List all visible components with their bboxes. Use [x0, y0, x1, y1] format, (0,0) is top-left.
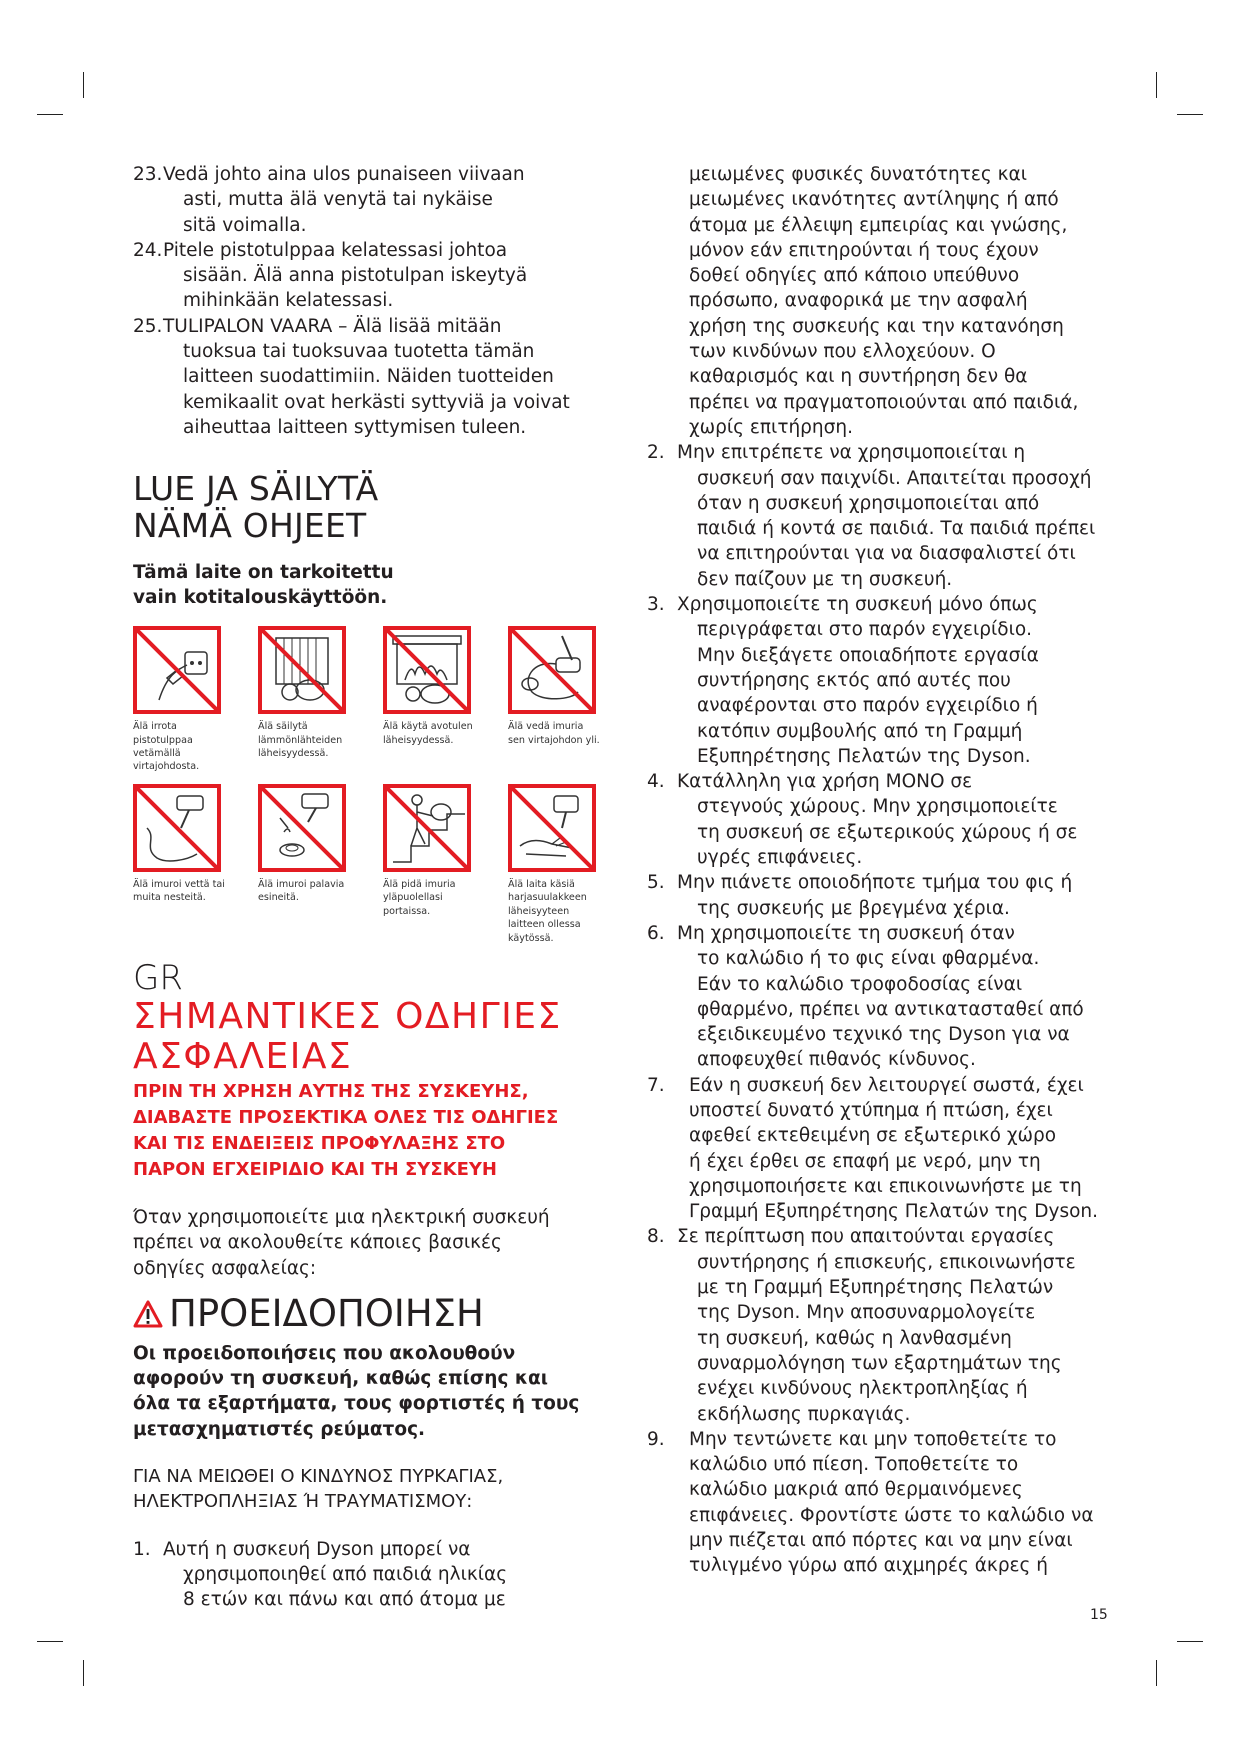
text-line: Älä käytä avotulen	[383, 721, 473, 733]
icon-caption	[133, 878, 245, 905]
text-line: ΠΑΡΟΝ ΕΓΧΕΙΡΙΔΙΟ ΚΑΙ ΤΗ ΣΥΣΚΕΥΗ	[133, 1158, 497, 1180]
text-line: ΓΙΑ ΝΑ ΜΕΙΩΘΕΙ Ο ΚΙΝΔΥΝΟΣ ΠΥΡΚΑΓΙΑΣ,	[133, 1466, 504, 1487]
item-number: 2.	[647, 442, 665, 464]
text-line: στεγνούς χώρους. Μην χρησιμοποιείτε	[697, 796, 1058, 818]
hands-brushbar-icon	[508, 784, 596, 872]
greek-item-1	[133, 1537, 603, 1613]
text-line: läheisyyteen	[508, 905, 570, 917]
text-line: tuoksua tai tuoksuvaa tuotetta tämän	[183, 341, 535, 363]
crop-mark	[37, 114, 63, 115]
text-line: 8 ετών και πάνω και από άτομα με	[183, 1589, 506, 1611]
item-number: 25.	[133, 315, 163, 337]
text-line: Μην τεντώνετε και μην τοποθετείτε το	[689, 1428, 1057, 1450]
finnish-subtitle-line: vain kotitalouskäyttöön.	[133, 587, 388, 609]
text-line: υποστεί δυνατό χτύπημα ή πτώση, έχει	[689, 1099, 1053, 1121]
crop-mark	[37, 1641, 63, 1642]
list-item	[647, 440, 1117, 592]
text-line: sen virtajohdon yli.	[508, 734, 600, 746]
text-line: Εάν το καλώδιο τροφοδοσίας είναι	[697, 973, 1023, 995]
text-line: Όταν χρησιμοποιείτε μια ηλεκτρική συσκευή	[133, 1206, 550, 1228]
crop-mark	[1177, 1641, 1203, 1642]
list-item	[133, 314, 603, 440]
text-line: με τη Γραμμή Εξυπηρέτησης Πελατών	[697, 1277, 1054, 1299]
text-line: sisään. Älä anna pistotulpan iskeytyä	[183, 265, 528, 287]
text-line: sitä voimalla.	[183, 214, 307, 236]
text-line: läheisyydessä.	[258, 748, 329, 760]
warning-icon-cell	[508, 626, 633, 774]
text-line: Älä vedä imuria	[508, 721, 584, 733]
list-item	[647, 592, 1117, 769]
text-line: εξειδικευμένο τεχνικό της Dyson για να	[697, 1024, 1070, 1046]
text-line: μόνον εάν επιτηρούνται ή τους έχουν	[689, 239, 1039, 261]
text-line: πρόσωπο, αναφορικά με την ασφαλή	[689, 290, 1028, 312]
text-line: αφεθεί εκτεθειμένη σε εξωτερικό χώρο	[689, 1125, 1057, 1147]
list-item	[647, 870, 1117, 921]
text-line: aiheuttaa laitteen syttymisen tuleen.	[183, 416, 527, 438]
text-line: μειωμένες φυσικές δυνατότητες και	[689, 164, 1028, 185]
text-line: όλα τα εξαρτήματα, τους φορτιστές ή τους	[133, 1393, 580, 1415]
warning-icon-cell	[383, 626, 508, 774]
icon-caption	[383, 720, 495, 747]
page-number: 15	[1090, 1607, 1108, 1623]
text-line: επιφάνειες. Φροντίστε ώστε το καλώδιο να	[689, 1504, 1094, 1526]
greek-item-1-continuation	[647, 162, 1117, 440]
text-line: μετασχηματιστές ρεύματος.	[133, 1418, 426, 1440]
near-radiator-icon	[258, 626, 346, 714]
crop-mark	[1156, 1660, 1157, 1686]
text-line: Μην πιάνετε οποιοδήποτε τμήμα του φις ή	[677, 872, 1073, 894]
text-line: kemikaalit ovat herkästi syttyviä ja voivat	[183, 391, 570, 413]
greek-safety-title	[133, 997, 603, 1077]
text-line: ή έχει έρθει σε επαφή με νερό, μην τη	[689, 1150, 1041, 1172]
finnish-title	[133, 470, 603, 544]
text-line: τη συσκευή, καθώς η λανθασμένη	[697, 1327, 1012, 1349]
text-line: Σε περίπτωση που απαιτούνται εργασίες	[677, 1226, 1055, 1248]
text-line: καθαρισμός και η συντήρηση δεν θα	[689, 366, 1028, 388]
text-line: harjasuulakkeen	[508, 892, 587, 904]
text-line: Εξυπηρέτησης Πελατών της Dyson.	[697, 745, 1031, 767]
text-line: μειωμένες ικανότητες αντίληψης ή από	[689, 189, 1059, 211]
text-line: πρέπει να ακολουθείτε κάποιες βασικές	[133, 1232, 502, 1254]
text-line: να επιτηρούνται για να διασφαλιστεί ότι	[697, 543, 1076, 565]
icon-caption	[258, 720, 370, 760]
text-line: virtajohdosta.	[133, 761, 200, 773]
crop-mark	[1177, 114, 1203, 115]
text-line: καλώδιο μακριά από θερμαινόμενες	[689, 1479, 1023, 1501]
warning-icon-cell	[133, 784, 258, 945]
warning-icon-cell	[258, 784, 383, 945]
item-number: 5.	[647, 872, 665, 894]
warning-text	[133, 1341, 603, 1442]
text-line: Pitele pistotulppaa kelatessasi johtoa	[163, 239, 508, 261]
text-line: Μην επιτρέπετε να χρησιμοποιείται η	[677, 442, 1026, 464]
item-number: 3.	[647, 594, 665, 616]
text-line: Älä pidä imuria	[383, 878, 456, 890]
text-line: όταν η συσκευή χρησιμοποιείται από	[697, 492, 1040, 514]
item-number: 6.	[647, 922, 665, 944]
language-label: GR	[133, 957, 183, 998]
stairs-icon	[383, 784, 471, 872]
text-line: Älä laita käsiä	[508, 878, 575, 890]
water-icon	[133, 784, 221, 872]
text-line: muita nesteitä.	[133, 892, 206, 904]
text-line: χωρίς επιτήρηση.	[689, 416, 853, 438]
text-line: Οι προειδοποιήσεις που ακολουθούν	[133, 1342, 516, 1364]
list-item	[133, 238, 603, 314]
left-column	[133, 162, 603, 1612]
text-line: portaissa.	[383, 905, 431, 917]
unplug-by-cord-icon	[133, 626, 221, 714]
text-line: συντήρησης ή επισκευής, επικοινωνήστε	[697, 1251, 1076, 1273]
text-line: läheisyydessä.	[383, 734, 454, 746]
pull-by-cord-icon	[508, 626, 596, 714]
text-line: Älä imuroi vettä tai	[133, 878, 225, 890]
greek-title-line: ΑΣΦΑΛΕΙΑΣ	[133, 1035, 353, 1077]
list-item	[647, 1073, 1117, 1225]
text-line: δοθεί οδηγίες από κάποιο υπεύθυνο	[689, 265, 1020, 287]
text-line: χρησιμοποιηθεί από παιδιά ηλικίας	[183, 1563, 508, 1585]
finnish-title-line: NÄMÄ OHJEET	[133, 506, 367, 546]
item-number: 24.	[133, 239, 163, 261]
text-line: των κινδύνων που ελλοχεύουν. Ο	[689, 341, 996, 363]
greek-intro	[133, 1205, 603, 1281]
crop-mark	[83, 1660, 84, 1686]
text-line: εκδήλωσης πυρκαγιάς.	[697, 1403, 911, 1425]
text-line: TULIPALON VAARA – Älä lisää mitään	[163, 315, 502, 337]
text-line: μην πιέζεται από πόρτες και να μην είναι	[689, 1530, 1073, 1552]
text-line: το καλώδιο ή το φις είναι φθαρμένα.	[697, 948, 1040, 970]
warning-icon-cell	[383, 784, 508, 945]
text-line: δεν παίζουν με τη συσκευή.	[697, 568, 953, 590]
text-line: της συσκευής με βρεγμένα χέρια.	[697, 897, 1010, 919]
greek-list	[647, 440, 1117, 1578]
text-line: τη συσκευή σε εξωτερικούς χώρους ή σε	[697, 821, 1078, 843]
text-line: Älä säilytä	[258, 721, 308, 733]
icon-caption	[508, 720, 620, 747]
text-line: χρησιμοποιήσετε και επικοινωνήστε με τη	[689, 1175, 1082, 1197]
list-item	[647, 1224, 1117, 1426]
text-line: παιδιά ή κοντά σε παιδιά. Τα παιδιά πρέπει	[697, 518, 1096, 540]
text-line: Vedä johto aina ulos punaiseen viivaan	[163, 164, 525, 185]
crop-mark	[83, 72, 84, 98]
text-line: Αυτή η συσκευή Dyson μπορεί να	[163, 1538, 471, 1560]
warning-icon-cell	[508, 784, 633, 945]
text-line: Εάν η συσκευή δεν λειτουργεί σωστά, έχει	[689, 1074, 1084, 1096]
item-number: 4.	[647, 771, 665, 793]
text-line: Älä irrota	[133, 721, 177, 733]
text-line: συναρμολόγηση των εξαρτημάτων της	[697, 1352, 1062, 1374]
text-line: συσκευή σαν παιχνίδι. Απαιτείται προσοχή	[697, 467, 1092, 489]
text-line: Χρησιμοποιείτε τη συσκευή μόνο όπως	[677, 594, 1038, 616]
text-line: τυλιγμένο γύρω από αιχμηρές άκρες ή	[689, 1555, 1049, 1577]
right-column	[647, 162, 1117, 1579]
text-line: vetämällä	[133, 748, 181, 760]
text-line: ΗΛΕΚΤΡΟΠΛΗΞΙΑΣ Ή ΤΡΑΥΜΑΤΙΣΜΟΥ:	[133, 1491, 473, 1513]
warning-title: ΠΡΟΕΙΔΟΠΟΙΗΣΗ	[169, 1291, 484, 1335]
warning-icon-cell	[258, 626, 383, 774]
text-line: ΚΑΙ ΤΙΣ ΕΝΔΕΙΞΕΙΣ ΠΡΟΦΥΛΑΞΗΣ ΣΤΟ	[133, 1132, 506, 1154]
text-line: χρήση της συσκευής και την κατανόηση	[689, 315, 1064, 337]
text-line: lämmönlähteiden	[258, 734, 343, 746]
text-line: laitteen ollessa	[508, 919, 581, 931]
warning-triangle-icon	[133, 1300, 163, 1328]
text-line: esineitä.	[258, 892, 299, 904]
near-fire-icon	[383, 626, 471, 714]
text-line: φθαρμένο, πρέπει να αντικατασταθεί από	[697, 998, 1084, 1020]
warning-icons-grid	[133, 626, 603, 945]
finnish-list	[133, 162, 603, 440]
text-line: yläpuolellasi	[383, 892, 443, 904]
text-line: άτομα με έλλειψη εμπειρίας και γνώσης,	[689, 214, 1068, 236]
text-line: αναφέρονται στο παρόν εγχειρίδιο ή	[697, 695, 1038, 717]
text-line: ενέχει κινδύνους ηλεκτροπληξίας ή	[697, 1378, 1028, 1400]
text-line: Κατάλληλη για χρήση ΜΟΝΟ σε	[677, 771, 973, 793]
finnish-subtitle-line: Tämä laite on tarkoitettu	[133, 562, 394, 584]
greek-safety-subtitle	[133, 1079, 603, 1183]
crop-mark	[1156, 72, 1157, 98]
text-line: ΠΡΙΝ ΤΗ ΧΡΗΣΗ ΑΥΤΗΣ ΤΗΣ ΣΥΣΚΕΥΗΣ,	[133, 1080, 529, 1102]
text-line: υγρές επιφάνειες.	[697, 847, 863, 869]
list-item	[647, 921, 1117, 1073]
greek-title-line: ΣΗΜΑΝΤΙΚΕΣ ΟΔΗΓΙΕΣ	[133, 995, 562, 1037]
list-item	[133, 1537, 603, 1613]
icon-caption	[383, 878, 495, 918]
text-line: πρέπει να πραγματοποιούνται από παιδιά,	[689, 391, 1079, 413]
list-item	[133, 162, 603, 238]
icon-caption	[258, 878, 370, 905]
item-number: 9.	[647, 1428, 665, 1450]
text-line: Γραμμή Εξυπηρέτησης Πελατών της Dyson.	[689, 1201, 1099, 1223]
text-line: συντήρησης εκτός από αυτές που	[697, 669, 1011, 691]
text-line: αποφευχθεί πιθανός κίνδυνος.	[697, 1049, 976, 1071]
warning-heading	[133, 1293, 603, 1335]
text-line: περιγράφεται στο παρόν εγχειρίδιο.	[697, 619, 1033, 641]
text-line: καλώδιο υπό πίεση. Τοποθετείτε το	[689, 1454, 1019, 1476]
text-line: Älä imuroi palavia	[258, 878, 345, 890]
text-line: mihinkään kelatessasi.	[183, 290, 394, 312]
text-line: κατόπιν συμβουλής από τη Γραμμή	[697, 720, 1023, 742]
burning-objects-icon	[258, 784, 346, 872]
text-line: asti, mutta älä venytä tai nykäise	[183, 189, 493, 211]
text-line: pistotulppaa	[133, 734, 193, 746]
risk-heading	[133, 1464, 603, 1515]
text-line: ΔΙΑΒΑΣΤΕ ΠΡΟΣΕΚΤΙΚΑ ΟΛΕΣ ΤΙΣ ΟΔΗΓΙΕΣ	[133, 1106, 559, 1128]
warning-icon-cell	[133, 626, 258, 774]
text-line: laitteen suodattimiin. Näiden tuotteiden	[183, 366, 554, 388]
icon-caption	[508, 878, 620, 945]
item-number: 7.	[647, 1074, 665, 1096]
text-line: οδηγίες ασφαλείας:	[133, 1257, 317, 1279]
text-line: της Dyson. Μην αποσυναρμολογείτε	[697, 1302, 1036, 1324]
text-line: Μη χρησιμοποιείτε τη συσκευή όταν	[677, 922, 1015, 944]
text-line: käytössä.	[508, 932, 554, 944]
list-item	[647, 1427, 1117, 1579]
item-number: 1.	[133, 1538, 151, 1560]
list-item	[647, 769, 1117, 870]
text-line: αφορούν τη συσκευή, καθώς επίσης και	[133, 1368, 548, 1390]
text-line: Μην διεξάγετε οποιαδήποτε εργασία	[697, 644, 1039, 666]
item-number: 8.	[647, 1226, 665, 1248]
finnish-subtitle	[133, 560, 603, 610]
item-number: 23.	[133, 164, 163, 185]
finnish-title-line: LUE JA SÄILYTÄ	[133, 469, 379, 509]
icon-caption	[133, 720, 245, 774]
